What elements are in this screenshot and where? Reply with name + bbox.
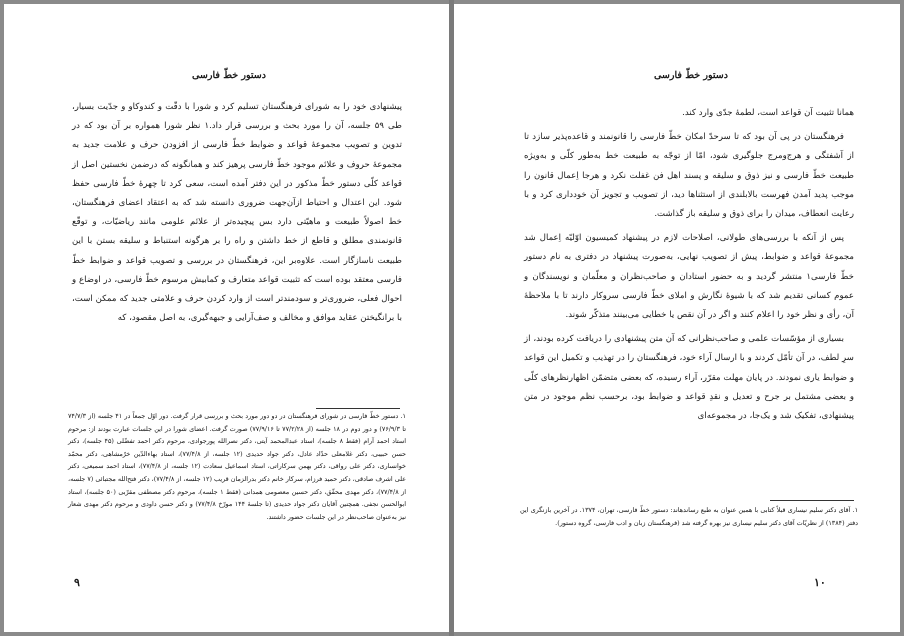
body-text: [524, 104, 854, 426]
running-header: دستور خطّ فارسی: [192, 70, 266, 81]
paragraph: پیشنهادی خود را به شورای فرهنگستان تسلیم کرد و شورا با دقّت و کندوکاو و جدّیت بسیار، طی ۵۹ جلسه، آن را مورد بحث و بررسی قرار داد.۱ نظر شورا همواره بر آن بود که در تدوین و تصویب مجموعهٔ قواعد و ضوابط خطّ فارسی از افزودن حرف و علامت جدید به مجموعهٔ حروف و علائم موجود خطّ فارسی پرهیز کند و همانگونه که درضمن نخستین اصل از قواعد کلّی دستور خطّ مذکور در این دفتر آمده است، سعی کرد تا چهرهٔ خطّ فارسی حفظ شود. این اعتدال و احتیاط ازآن‌جهت ضروری دانسته شد که به اعتقاد اعضای فرهنگستان، خط اصولاً طبیعت و ماهیّتی دارد بس پیچیده‌تر از علائم علومی مانند ریاضیّات، و توقّع قانونمندی مطلق و قاطع از خط داشتن و راه را بر هرگونه استنباط و سلیقه بستن با این طبیعت ناسازگار است. علاوه‌بر این، فرهنگستان در بررسی و تصویب قواعد و ضوابط خطّ فارسی معتقد بوده است که تثبیت قواعد متعارف و کمابیش مرسوم خطّ فارسی، در اوضاع و احوال فعلی، ضروری‌تر و سودمندتر است از وارد کردن حرف و علامتی جدید که ممکن است، با برانگیختن عقاید موافق و مخالف و صف‌آرایی و جبهه‌گیری، به اصل مقصود، که: [72, 102, 402, 324]
footnote: ۱. دستور خطّ فارسی در شورای فرهنگستان در دو دور مورد بحث و بررسی قرار گرفت. دور اوّل جمعاً در ۴۱ جلسه (از ۷۴/۷/۳ تا ۷۶/۹/۳) و دور دوم در ۱۸ جلسه (از ۷۷/۲/۲۸ تا ۷۷/۹/۱۶) صورت گرفت. اعضای شورا در این جلسات عبارت بودند از: مرحوم استاد احمد آرام (فقط ۸ جلسه)، استاد عبدالمحمد آیتی، دکتر نصرالله پورجوادی، مرحوم دکتر احمد تفضّلی (۴۵ جلسه)، دکتر حسن حبیبی، دکتر غلامعلی حدّاد عادل، دکتر جواد حدیدی (۱۲ جلسه، از ۷۷/۴/۸)، استاد بهاءالدّین خرّمشاهی، دکتر محمّد خوانساری، دکتر علی رواقی، دکتر بهمن سرکاراتی، استاد اسماعیل سعادت (۱۲ جلسه، از ۷۷/۴/۸)، استاد احمد سمیعی، دکتر علی اشرف صادقی، دکتر حمید فرزام، سرکار خانم دکتر بدرالزمان قریب (۱۲ جلسه، از ۷۷/۴/۸)، دکتر فتح‌الله مجتبائی (۷ جلسه، از ۷۷/۴/۸)، دکتر مهدی محقّق، دکتر حسین معصومی همدانی (فقط ۱ جلسه)، مرحوم دکتر مصطفی مقرّبی (۵۰ جلسه)، استاد ابوالحسن نجفی. همچنین آقایان دکتر جواد حدیدی (تا جلسهٔ ۱۴۴ مورّخ ۷۷/۴/۸) و دکتر حسن داودی و مرحوم دکتر مهدی شعار نیز به‌عنوان صاحب‌نظر در این جلسات حضور داشتند.: [68, 412, 407, 521]
body-text: [72, 98, 402, 328]
paragraph: فرهنگستان در پی آن بود که تا سرحدّ امکان خطّ فارسی را قانونمند و قاعده‌پذیر سازد تا از آشفتگی و هرج‌ومرج جلوگیری شود، امّا از توجّه به طبیعت خط به‌طور کلّی و به‌ویژه طبیعت خطّ فارسی و نیز ذوق و سلیقه و پسند اهل فن غفلت نکرد و هرجا اِعمال قانون را موجب پدید آمدن فهرست بالابلندی از استثناها دید، از تصویب و تجویز آن خودداری کرد و با رعایت انعطاف، میدان را برای ذوق و سلیقه باز گذاشت.: [524, 132, 854, 220]
footnote-rule: [770, 500, 854, 501]
footnote: ۱. آقای دکتر سلیم نیساری قبلاً کتابی با همین عنوان به طبع رساندهاند: دستور خطّ فارسی، تهران، ۱۳۷۴. در آخرین بازنگری این دفتر (۱۳۸۴) از نظریّات آقای دکتر سلیم نیساری نیز بهره گرفته شد (فرهنگستان زبان و ادب فارسی، گروه دستور).: [520, 506, 858, 527]
left-page: [4, 4, 450, 632]
running-header: دستور خطّ فارسی: [654, 70, 728, 81]
paragraph: همانا تثبیت آن قواعد است، لطمهٔ جدّی وارد کند.: [682, 108, 854, 118]
page-number: ۹: [74, 576, 80, 589]
footnote-rule: [316, 408, 400, 409]
paragraph: پس از آنکه با بررسی‌های طولانی، اصلاحات لازم در پیشنهاد کمیسیون اوّلیّه اِعمال شد مجموعهٔ قواعد و ضوابط، پیش از تصویب نهایی، به‌صورت پیشنهاد در دفتری به نام دستور خطّ فارسی۱ منتشر گردید و به حضور استادان و صاحب‌نظران و معلّمان و نویسندگان و عموم کسانی تقدیم شد که با شیوهٔ نگارش و املای خطّ فارسی سروکار دارند تا با ملاحظهٔ آن، رأی و نظر خود را اعلام کنند و اگر در آن نقص یا خطایی می‌بینند متذکّر شوند.: [524, 233, 854, 321]
right-page: [454, 4, 900, 632]
page-number: ۱۰: [814, 576, 826, 589]
paragraph: بسیاری از مؤسّسات علمی و صاحب‌نظرانی که آن متن پیشنهادی را دریافت کرده بودند، از سرِ لطف، در آن تأمّل کردند و با ارسال آراء خود، فرهنگستان را در تهذیب و تکمیل این قواعد و ضوابط یاری نمودند. در پایان مهلت مقرّر، آراء رسیده، که بعضی متضمّن اظهارنظرهای کلّی و بعضی مشتمل بر جرح و تعدیل و نقدِ قواعد و ضوابط بود، برحسب نظم موجود در متن پیشنهادی، تفکیک شد و یک‌جا، در مجموعه‌ای: [524, 334, 854, 422]
